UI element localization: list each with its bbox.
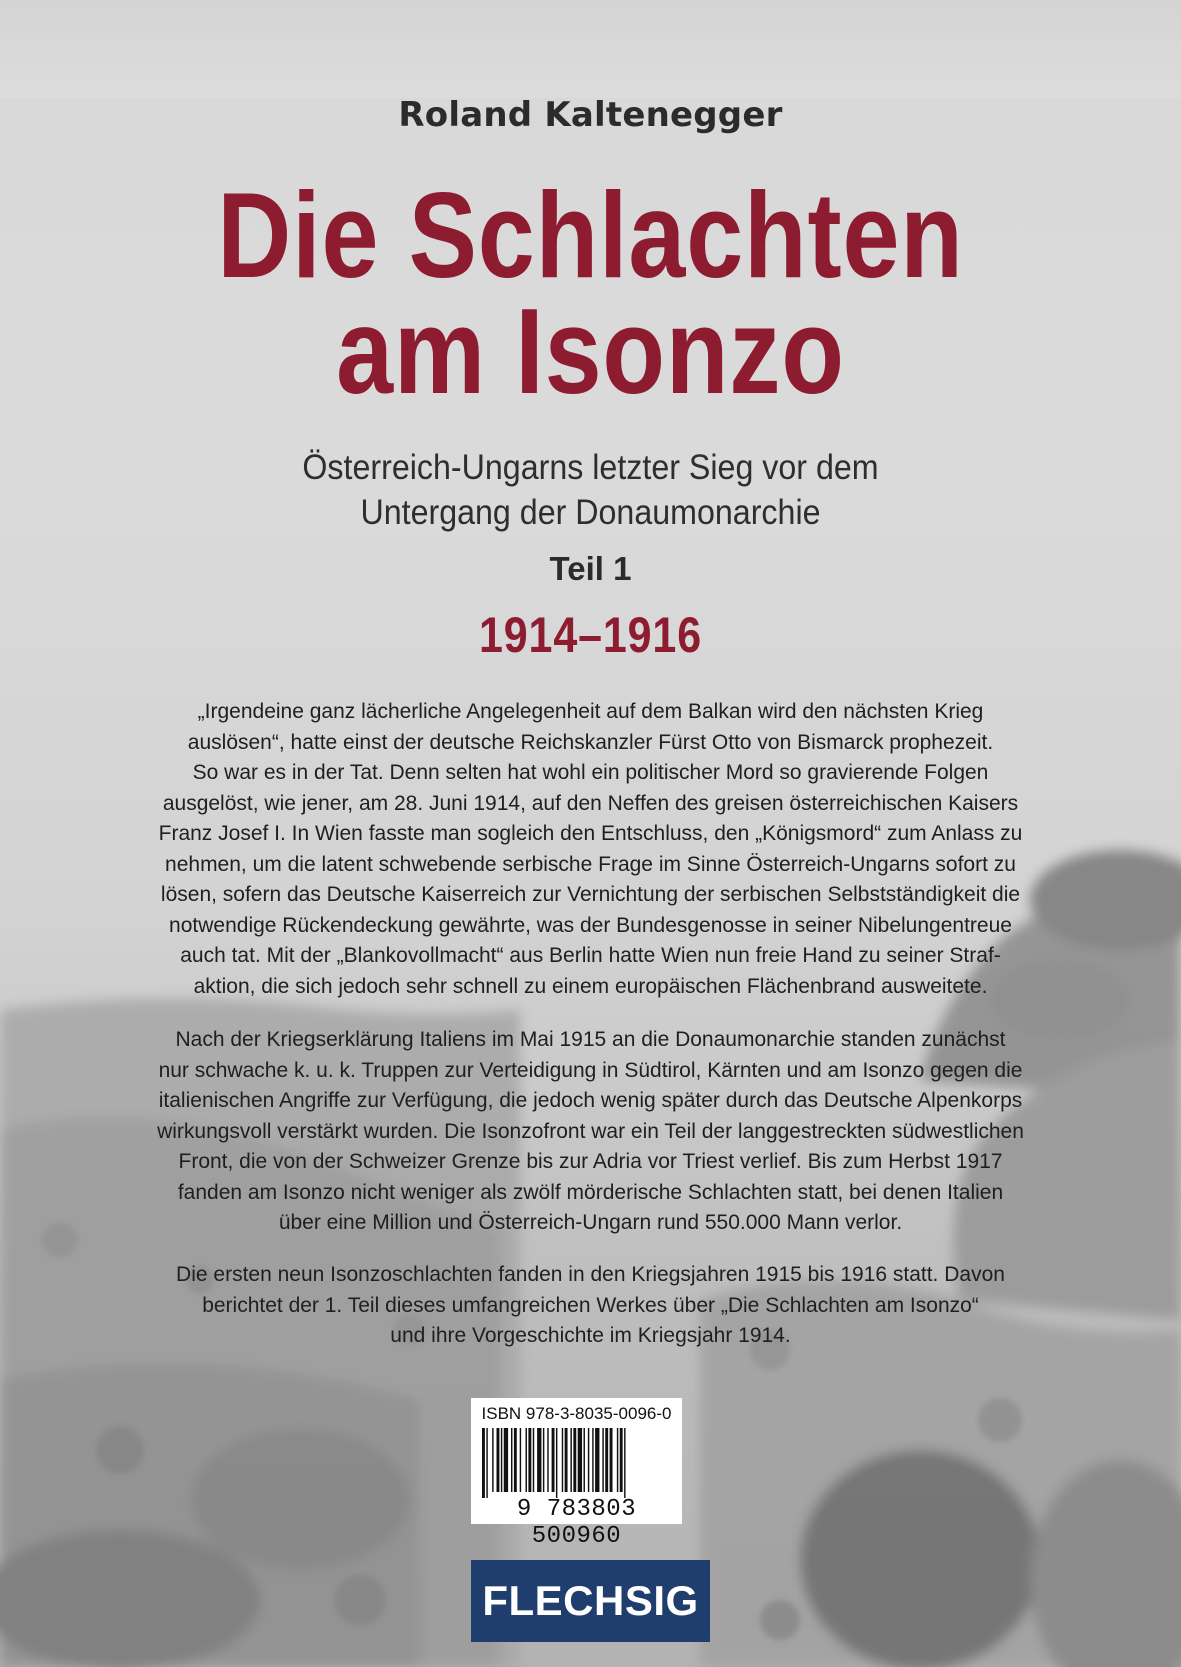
barcode-bar	[578, 1428, 582, 1492]
barcode-bar	[592, 1428, 593, 1492]
barcode-bar	[497, 1428, 500, 1492]
blurb-line: fanden am Isonzo nicht weniger als zwölf mörderische Schlachten statt, bei denen Italien	[177, 1180, 1004, 1204]
blurb-paragraph-3	[150, 1260, 1031, 1352]
blurb-line: aktion, die sich jedoch sehr schnell zu einem europäischen Flächenbrand ausweitete.	[193, 974, 988, 998]
blurb-line: über eine Million und Österreich-Ungarn rund 550.000 Mann verlor.	[278, 1211, 903, 1234]
blurb-line: und ihre Vorgeschichte im Kriegsjahr 1914.	[390, 1324, 791, 1347]
barcode-bar	[588, 1428, 589, 1492]
blurb-line: Nach der Kriegserklärung Italiens im Mai 1915 an die Donaumonarchie standen zunächst	[175, 1028, 1006, 1051]
blurb-line: nur schwache k. u. k. Truppen zur Verteidigung in Südtirol, Kärnten und am Isonzo gegen die	[158, 1058, 1023, 1082]
book-title-line1: Die Schlachten	[217, 167, 964, 303]
barcode-bar	[595, 1428, 599, 1492]
barcode-bar	[584, 1428, 585, 1492]
isbn-barcode	[471, 1398, 682, 1550]
barcode-bar	[570, 1428, 571, 1492]
barcode-bar	[620, 1428, 623, 1492]
barcode-bar	[504, 1428, 508, 1492]
barcode-bar	[537, 1428, 541, 1492]
barcode-bar	[552, 1428, 555, 1492]
barcode-bar	[602, 1428, 603, 1492]
barcode-bar	[547, 1428, 548, 1492]
blurb-line: berichtet der 1. Teil dieses umfangreichen Werkes über „Die Schlachten am Isonzo“	[202, 1293, 979, 1317]
barcode-bar	[562, 1428, 563, 1492]
barcode-bar	[511, 1428, 512, 1492]
barcode-bars	[481, 1428, 672, 1498]
barcode-bar	[526, 1428, 527, 1492]
barcode-bar	[533, 1428, 534, 1492]
blurb-line: Franz Josef I. In Wien fasste man sogleich den Entschluss, den „Königsmord“ zum Anlass zu	[158, 822, 1023, 845]
barcode-bar	[605, 1428, 608, 1492]
blurb-paragraph-1	[150, 697, 1031, 1002]
volume-label: Teil 1	[549, 550, 632, 587]
blurb-line: So war es in der Tat. Denn selten hat wohl ein politischer Mord so gravierende Folgen	[192, 761, 989, 784]
subtitle-line1: Österreich-Ungarns letzter Sieg vor dem	[302, 448, 879, 487]
barcode-bar	[543, 1428, 544, 1492]
blurb-line: notwendige Rückendeckung gewährte, was der Bundesgenosse in seiner Nibelungentreue	[169, 913, 1012, 937]
barcode-bar	[528, 1428, 531, 1492]
ean-digits: 9 783803 500960	[516, 1496, 637, 1550]
blurb-line: lösen, sofern das Deutsche Kaiserreich zur Vernichtung der serbischen Selbstständigkeit die	[160, 883, 1021, 906]
barcode-bar	[482, 1428, 485, 1498]
barcode-bar	[492, 1428, 493, 1492]
blurb-line: auslösen“, hatte einst der deutsche Reichskanzler Fürst Otto von Bismarck prophezeit.	[187, 730, 994, 754]
blurb-line: nehmen, um die latent schwebende serbische Frage im Sinne Österreich-Ungarns sofort zu	[165, 852, 1016, 876]
barcode-bar	[514, 1428, 517, 1492]
barcode-bar	[617, 1428, 618, 1492]
barcode-bar	[624, 1428, 625, 1498]
blurb-line: auch tat. Mit der „Blankovollmacht“ aus Berlin hatte Wien nun freie Hand zu seiner Straf-	[180, 944, 1001, 967]
barcode-bar	[565, 1428, 568, 1492]
blurb-line: ausgelöst, wie jener, am 28. Juni 1914, auf den Neffen des greisen österreichischen Kaisers	[162, 791, 1019, 815]
blurb-line: „Irgendeine ganz lächerliche Angelegenheit auf dem Balkan wird den nächsten Krieg	[197, 700, 984, 723]
author-name: Roland Kaltenegger	[398, 95, 783, 135]
barcode-bar	[501, 1428, 502, 1492]
barcode-bar	[520, 1428, 521, 1492]
publisher-logo: FLECHSIG	[471, 1560, 710, 1642]
barcode-bar	[573, 1428, 576, 1492]
barcode-bar	[486, 1428, 487, 1498]
blurb-line: Front, die von der Schweizer Grenze bis zur Adria vor Triest verlief. Bis zum Herbst 1917	[178, 1150, 1003, 1173]
subtitle-line2: Untergang der Donaumonarchie	[360, 493, 821, 532]
book-title-line2: am Isonzo	[336, 283, 845, 419]
blurb-paragraph-2	[150, 1025, 1031, 1239]
isbn-label: ISBN 978-3-8035-0096-0	[481, 1404, 672, 1423]
barcode-bar	[610, 1428, 613, 1492]
barcode-bar	[556, 1428, 557, 1498]
year-range: 1914–1916	[479, 607, 702, 663]
blurb-line: wirkungsvoll verstärkt wurden. Die Isonzofront war ein Teil der langgestreckten südwestlichen	[157, 1119, 1024, 1143]
blurb-line: Die ersten neun Isonzoschlachten fanden in den Kriegsjahren 1915 bis 1916 statt. Davon	[176, 1263, 1005, 1286]
blurb-line: italienischen Angriffe zur Verfügung, die jedoch wenig später durch das Deutsche Alpenkorps	[158, 1089, 1023, 1112]
